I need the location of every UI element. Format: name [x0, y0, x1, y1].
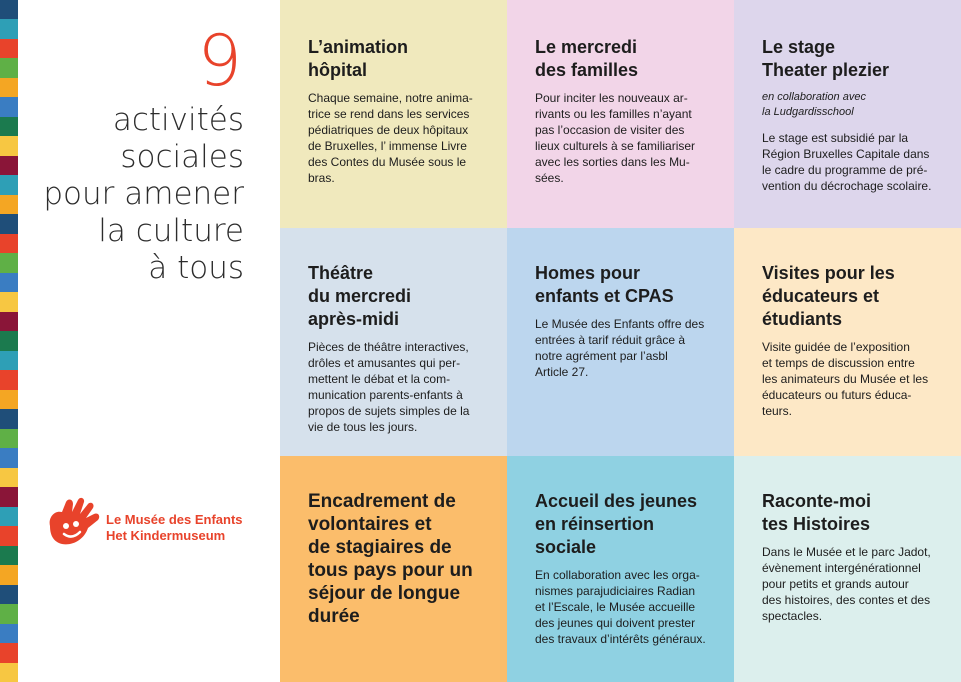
stripe-segment [0, 643, 18, 663]
stripe-segment [0, 507, 18, 527]
card-title: Théâtre du mercredi après-midi [308, 263, 412, 329]
museum-logo [44, 496, 254, 552]
stripe-segment [0, 390, 18, 410]
stripe-segment [0, 351, 18, 371]
activity-card [280, 456, 507, 682]
card-text: Pièces de théâtre interactives, drôles et amusantes qui per- mettent le débat et la com- munication parents-enfants à propos de sujets simples de la vie de tous les jours. [308, 340, 470, 434]
card-text: Visite guidée de l’exposition et temps de discussion entre les animateurs du Musée et les éducateurs ou futurs éduca- teurs. [762, 340, 929, 418]
stripe-segment [0, 546, 18, 566]
stripe-segment [0, 331, 18, 351]
stripe-segment [0, 19, 18, 39]
headline-line: pour amener [43, 176, 244, 212]
stripe-segment [0, 370, 18, 390]
logo-name-nl: Het Kindermuseum [106, 528, 226, 543]
stripe-segment [0, 585, 18, 605]
card-text: Chaque semaine, notre anima- trice se rend dans les services pédiatriques de deux hôpitaux de Bruxelles, l’ immense Livre des Contes du Musée sous le bras. [308, 91, 473, 185]
stripe-segment [0, 663, 18, 682]
activities-grid [280, 0, 961, 682]
card-text: En collaboration avec les orga- nismes parajudiciaires Radian et l’Escale, le Musée accueille des jeunes qui doivent prester des travaux d’intérêts généraux. [535, 568, 706, 646]
card-title: Raconte-moi tes Histoires [762, 491, 872, 534]
card-title: L’animation hôpital [308, 37, 409, 80]
stripe-segment [0, 429, 18, 449]
stripe-segment [0, 312, 18, 332]
card-text: Le stage est subsidié par la Région Bruxelles Capitale dans le cadre du programme de pré- vention du décrochage scolaire. [762, 131, 932, 193]
card-title: Accueil des jeunes en réinsertion sociale [535, 491, 698, 557]
stripe-segment [0, 78, 18, 98]
card-text: Dans le Musée et le parc Jadot, évènement intergénérationnel pour petits et grands autour des histoires, des contes et des spectacles. [762, 545, 931, 623]
stripe-segment [0, 526, 18, 546]
card-text: Pour inciter les nouveaux ar- rivants ou les familles n’ayant pas l’occasion de visiter des lieux culturels à se familiariser avec les sorties dans les Mu- sées. [535, 91, 696, 185]
card-note: en collaboration avec la Ludgardisschool [762, 91, 866, 118]
stripe-segment [0, 565, 18, 585]
stripe-segment [0, 604, 18, 624]
activity-count: 9 [197, 20, 242, 102]
stripe-segment [0, 448, 18, 468]
card-text: Le Musée des Enfants offre des entrées à tarif réduit grâce à notre agrément par l’asbl Article 27. [535, 317, 705, 379]
stripe-segment [0, 468, 18, 488]
intro-panel [18, 0, 280, 682]
card-title: Homes pour enfants et CPAS [535, 263, 674, 306]
stripe-segment [0, 487, 18, 507]
activity-card [280, 0, 507, 228]
headline-line: la culture [98, 213, 244, 249]
stripe-segment [0, 58, 18, 78]
activity-card [734, 228, 961, 456]
logo-name-fr: Le Musée des Enfants [106, 512, 243, 527]
activity-card [507, 228, 734, 456]
activity-card [734, 0, 961, 228]
activity-card [507, 0, 734, 228]
hand-icon [44, 496, 104, 552]
headline [4, 102, 244, 287]
headline-line: sociales [120, 139, 244, 175]
headline-line: à tous [148, 250, 244, 286]
headline-line: activités [112, 102, 244, 138]
activity-card [734, 456, 961, 682]
stripe-segment [0, 39, 18, 59]
card-title: Visites pour les éducateurs et étudiants [762, 263, 895, 329]
card-title: Le stage Theater plezier [762, 37, 890, 80]
logo-text [106, 512, 243, 544]
stripe-segment [0, 292, 18, 312]
activity-card [280, 228, 507, 456]
activity-card [507, 456, 734, 682]
card-title: Le mercredi des familles [535, 37, 639, 80]
card-title: Encadrement de volontaires et de stagiaires de tous pays pour un séjour de longue durée [308, 491, 473, 627]
stripe-segment [0, 0, 18, 20]
stripe-segment [0, 409, 18, 429]
stripe-segment [0, 624, 18, 644]
